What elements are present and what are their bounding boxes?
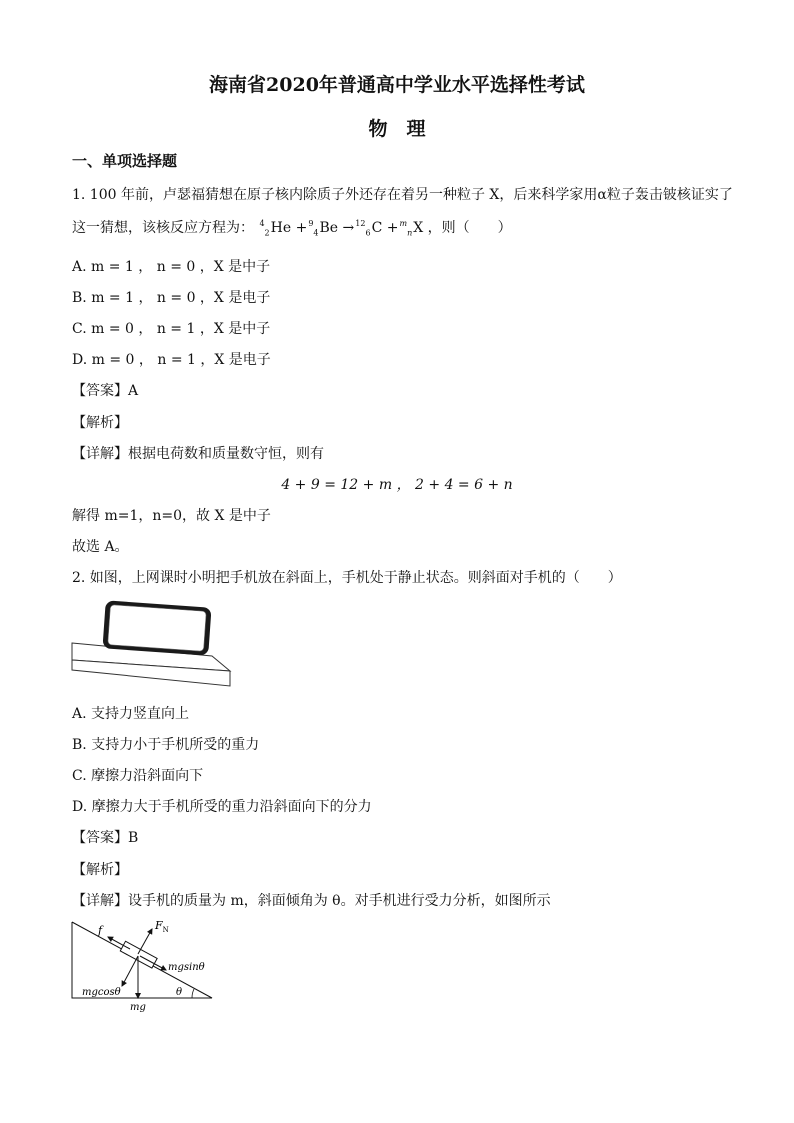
q1-conclusion: 故选 A。 (72, 539, 129, 555)
c-charge-number: 6 (365, 228, 371, 238)
option-text: m = 0 ， n = 1 ，X 是电子 (91, 352, 271, 368)
detail-tag: 【详解】 (72, 446, 128, 462)
q1-stem-line1: 1. 100 年前，卢瑟福猜想在原子核内除质子外还存在着另一种粒子 X，后来科学家用α粒子轰击铍核证实了 (72, 187, 733, 203)
q1-analysis-tag: 【解析】 (72, 415, 128, 431)
answer-value: B (128, 830, 139, 846)
option-label: D. (72, 799, 88, 815)
option-label: D. (72, 352, 88, 368)
angle-arc (192, 989, 194, 998)
x-mass-number: m (399, 219, 408, 229)
be-symbol: Be (319, 220, 339, 236)
q2-analysis-tag: 【解析】 (72, 862, 128, 878)
c-symbol: C (371, 220, 383, 236)
option-text: 摩擦力沿斜面向下 (91, 768, 204, 784)
option-text: 摩擦力大于手机所受的重力沿斜面向下的分力 (91, 799, 372, 815)
q1-option-d[interactable] (72, 349, 271, 369)
answer-value: A (128, 383, 139, 399)
label-mgsin: mgsinθ (168, 962, 205, 973)
phone-on-incline-figure (70, 598, 232, 690)
option-label: C. (72, 768, 87, 784)
document-title: 海南省2020年普通高中学业水平选择性考试 (209, 74, 585, 96)
label-f: f (98, 924, 103, 937)
option-text: m = 1 ， n = 0 ，X 是中子 (91, 259, 271, 275)
option-label: B. (72, 737, 87, 753)
be-mass-number: 9 (308, 219, 314, 229)
subject-title: 物 理 (368, 118, 426, 140)
force-diagram (68, 918, 218, 1012)
q1-detail (72, 443, 324, 463)
q2-option-c[interactable] (72, 765, 203, 785)
label-mg: mg (130, 1002, 146, 1012)
q1-stem-suffix: ，则（ ） (427, 220, 512, 236)
he-mass-number: 4 (259, 219, 265, 229)
phone-icon (102, 600, 211, 655)
option-text: 支持力小于手机所受的重力 (91, 737, 260, 753)
q2-stem: 2. 如图，上网课时小明把手机放在斜面上，手机处于静止状态。则斜面对手机的（ ） (72, 570, 622, 586)
section-heading: 一、单项选择题 (72, 152, 178, 170)
label-fn-sub: N (162, 926, 169, 934)
x-charge-number: n (407, 228, 413, 238)
option-text: 支持力竖直向上 (91, 706, 190, 722)
q1-answer (72, 380, 138, 400)
q1-formula: 4 + 9 = 12 + m ， 2 + 4 = 6 + n (281, 477, 513, 493)
option-label: C. (72, 321, 87, 337)
label-fn-main: F (155, 919, 163, 932)
answer-tag: 【答案】 (72, 383, 128, 399)
q2-detail (72, 890, 551, 910)
detail-tag: 【详解】 (72, 893, 128, 909)
q2-option-d[interactable] (72, 796, 372, 816)
x-symbol: X (413, 220, 424, 236)
q2-answer (72, 827, 138, 847)
normal-force-arrow (138, 929, 152, 954)
option-text: m = 0 ， n = 1 ，X 是中子 (91, 321, 271, 337)
label-mgcos: mgcosθ (82, 987, 121, 998)
detail-text: 设手机的质量为 m，斜面倾角为 θ。对手机进行受力分析，如图所示 (128, 893, 551, 909)
he-charge-number: 2 (264, 228, 270, 238)
q1-option-a[interactable] (72, 256, 270, 276)
he-symbol: He (270, 220, 292, 236)
mgcos-arrow (122, 956, 138, 986)
answer-tag: 【答案】 (72, 830, 128, 846)
be-charge-number: 4 (313, 228, 319, 238)
q1-stem-prefix: 这一猜想，该核反应方程为： (72, 220, 254, 236)
c-mass-number: 12 (355, 219, 366, 229)
option-label: A. (72, 259, 87, 275)
q1-stem-line2 (72, 217, 512, 238)
q1-option-c[interactable] (72, 318, 270, 338)
option-label: B. (72, 290, 87, 306)
q2-option-b[interactable] (72, 734, 259, 754)
option-text: m = 1 ， n = 0 ，X 是电子 (91, 290, 271, 306)
q2-option-a[interactable] (72, 703, 189, 723)
label-fn (154, 919, 169, 934)
block-on-incline (120, 941, 157, 968)
q1-solve: 解得 m=1，n=0，故 X 是中子 (72, 508, 271, 524)
option-label: A. (72, 706, 87, 722)
nuclear-equation: $^4_2$He +$^9_4$Be →$^{12}_6$C +$^m_n$X (259, 219, 424, 238)
label-theta: θ (176, 987, 183, 998)
q1-option-b[interactable] (72, 287, 270, 307)
detail-text: 根据电荷数和质量数守恒，则有 (128, 446, 324, 462)
